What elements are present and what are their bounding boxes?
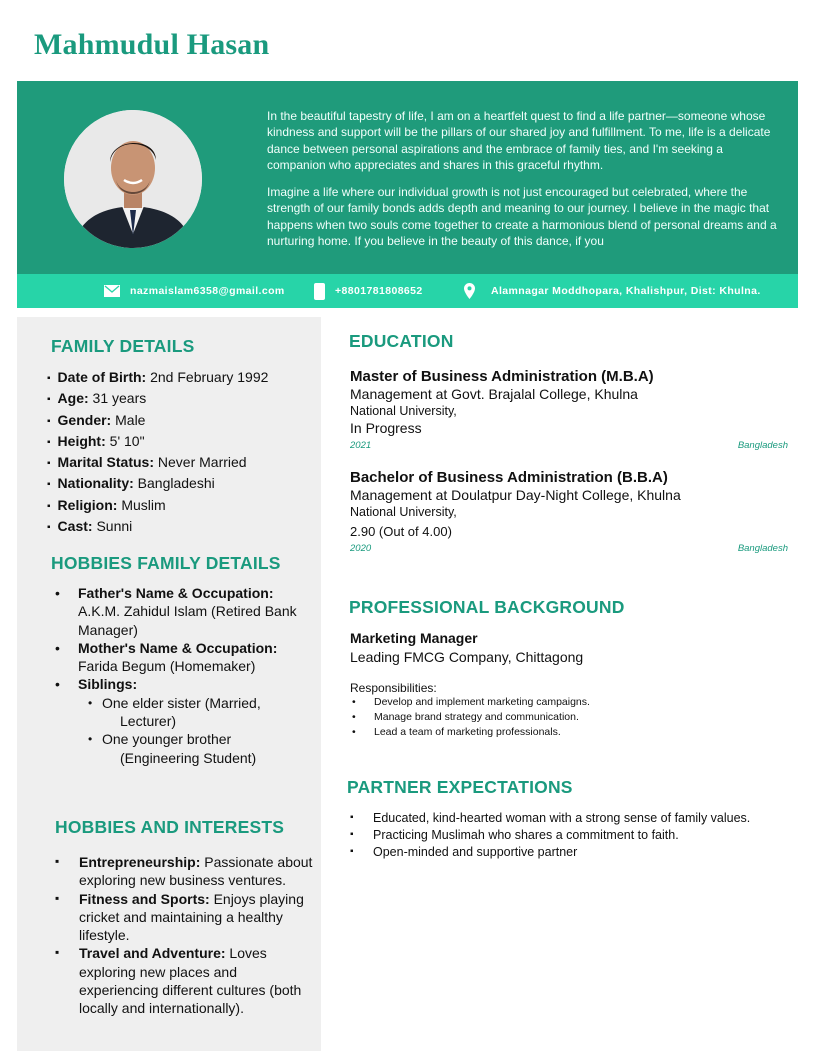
institution: Management at Doulatpur Day-Night College, Khulna [350,487,681,503]
list-item: ▪ Entrepreneurship: Passionate about exploring new business ventures. [55,853,317,890]
email-text: nazmaislam6358@gmail.com [130,285,285,297]
profile-photo [64,110,202,248]
list-item: ▪ Open-minded and supportive partner [350,844,790,861]
contact-phone[interactable] [314,274,423,308]
responsibilities-list [350,695,790,740]
degree-result: 2.90 (Out of 4.00) [350,524,452,539]
contact-address [464,274,761,308]
list-item-siblings: • Siblings: • One elder sister (Married, Lecturer) • One younger brother (Engineering Student) [55,675,315,766]
partner-expectations-list [350,810,790,861]
partner-heading: PARTNER EXPECTATIONS [347,777,573,797]
list-item-father: • Father's Name & Occupation: A.K.M. Zahidul Islam (Retired Bank Manager) [55,584,315,639]
list-item: ▪ Age: 31 years [47,389,268,410]
education-year: 2021 [350,440,372,451]
list-item: ▪ Gender: Male [47,411,268,432]
list-item: • Manage brand strategy and communication. [350,710,790,725]
list-item: ▪ Practicing Muslimah who shares a commitment to faith. [350,827,790,844]
hobbies-interests-heading: HOBBIES AND INTERESTS [55,817,285,837]
list-item: ▪ Height: 5' 10" [47,432,268,453]
list-item: • Lead a team of marketing professionals. [350,725,790,740]
education-meta [350,440,788,451]
bio-paragraph-2: Imagine a life where our individual growth is not just encouraged but celebrated, where the strength of our family bonds adds depth and meaning to our journey. I believe in the magic that happens when two souls come together to create a harmonious blend of personal dreams and a nurturing home. If you believe in the beauty of this dance, if you [267,185,777,248]
bio-paragraph-1: In the beautiful tapestry of life, I am on a heartfelt quest to find a life partner—someone whose kindness and support will be the pillars of our shared joy and fulfillment. To me, life is a delicate dance between personal aspirations and the embrace of family ties, and I'm seeking a companion who appreciates and shares in this graceful rhythm. [267,109,771,172]
list-item: ▪ Educated, kind-hearted woman with a strong sense of family values. [350,810,790,827]
bio-text [267,108,777,248]
degree-title: Master of Business Administration (M.B.A) [350,368,654,385]
contact-email[interactable] [104,274,285,308]
institution: Management at Govt. Brajalal College, Khulna [350,386,638,402]
email-icon [104,285,120,297]
family-details-heading: FAMILY DETAILS [51,336,195,356]
education-entry [350,469,788,554]
list-item: • Develop and implement marketing campaigns. [350,695,790,710]
list-item: ▪ Nationality: Bangladeshi [47,474,268,495]
profile-photo-image [64,110,202,248]
university: National University, [350,505,457,519]
responsibilities-label: Responsibilities: [350,681,437,695]
professional-heading: PROFESSIONAL BACKGROUND [349,597,625,617]
job-role: Marketing Manager [350,630,478,646]
phone-text: +8801781808652 [335,285,423,297]
phone-icon [314,283,325,300]
list-item-mother: • Mother's Name & Occupation: Farida Begum (Homemaker) [55,639,315,676]
address-text: Alamnagar Moddhopara, Khalishpur, Dist: Khulna. [491,285,761,297]
hobbies-family-heading: HOBBIES FAMILY DETAILS [51,553,281,573]
professional-section [350,630,790,740]
list-item: ▪ Religion: Muslim [47,496,268,517]
hobbies-list [55,853,317,1018]
degree-title: Bachelor of Business Administration (B.B.A) [350,469,668,486]
family-members-list [55,584,315,767]
university: National University, [350,404,457,418]
list-item: ▪ Travel and Adventure: Loves exploring new places and experiencing different cultures (both locally and internationally). [55,944,317,1017]
education-heading: EDUCATION [349,331,454,351]
list-item: ▪ Cast: Sunni [47,517,268,538]
sibling-item: • One younger brother (Engineering Student) [88,730,315,767]
list-item: ▪ Marital Status: Never Married [47,453,268,474]
sibling-item: • One elder sister (Married, Lecturer) [88,694,315,731]
family-details-list [47,368,268,538]
contact-bar [17,274,798,308]
job-company: Leading FMCG Company, Chittagong [350,649,584,665]
education-country: Bangladesh [737,440,788,451]
candidate-name: Mahmudul Hasan [34,28,270,61]
education-country: Bangladesh [737,543,788,554]
list-item: ▪ Fitness and Sports: Enjoys playing cricket and maintaining a healthy lifestyle. [55,890,317,945]
education-entry [350,368,788,451]
location-pin-icon [464,283,475,299]
list-item: ▪ Date of Birth: 2nd February 1992 [47,368,268,389]
education-year: 2020 [350,543,372,554]
education-meta [350,543,788,554]
degree-status: In Progress [350,420,422,436]
